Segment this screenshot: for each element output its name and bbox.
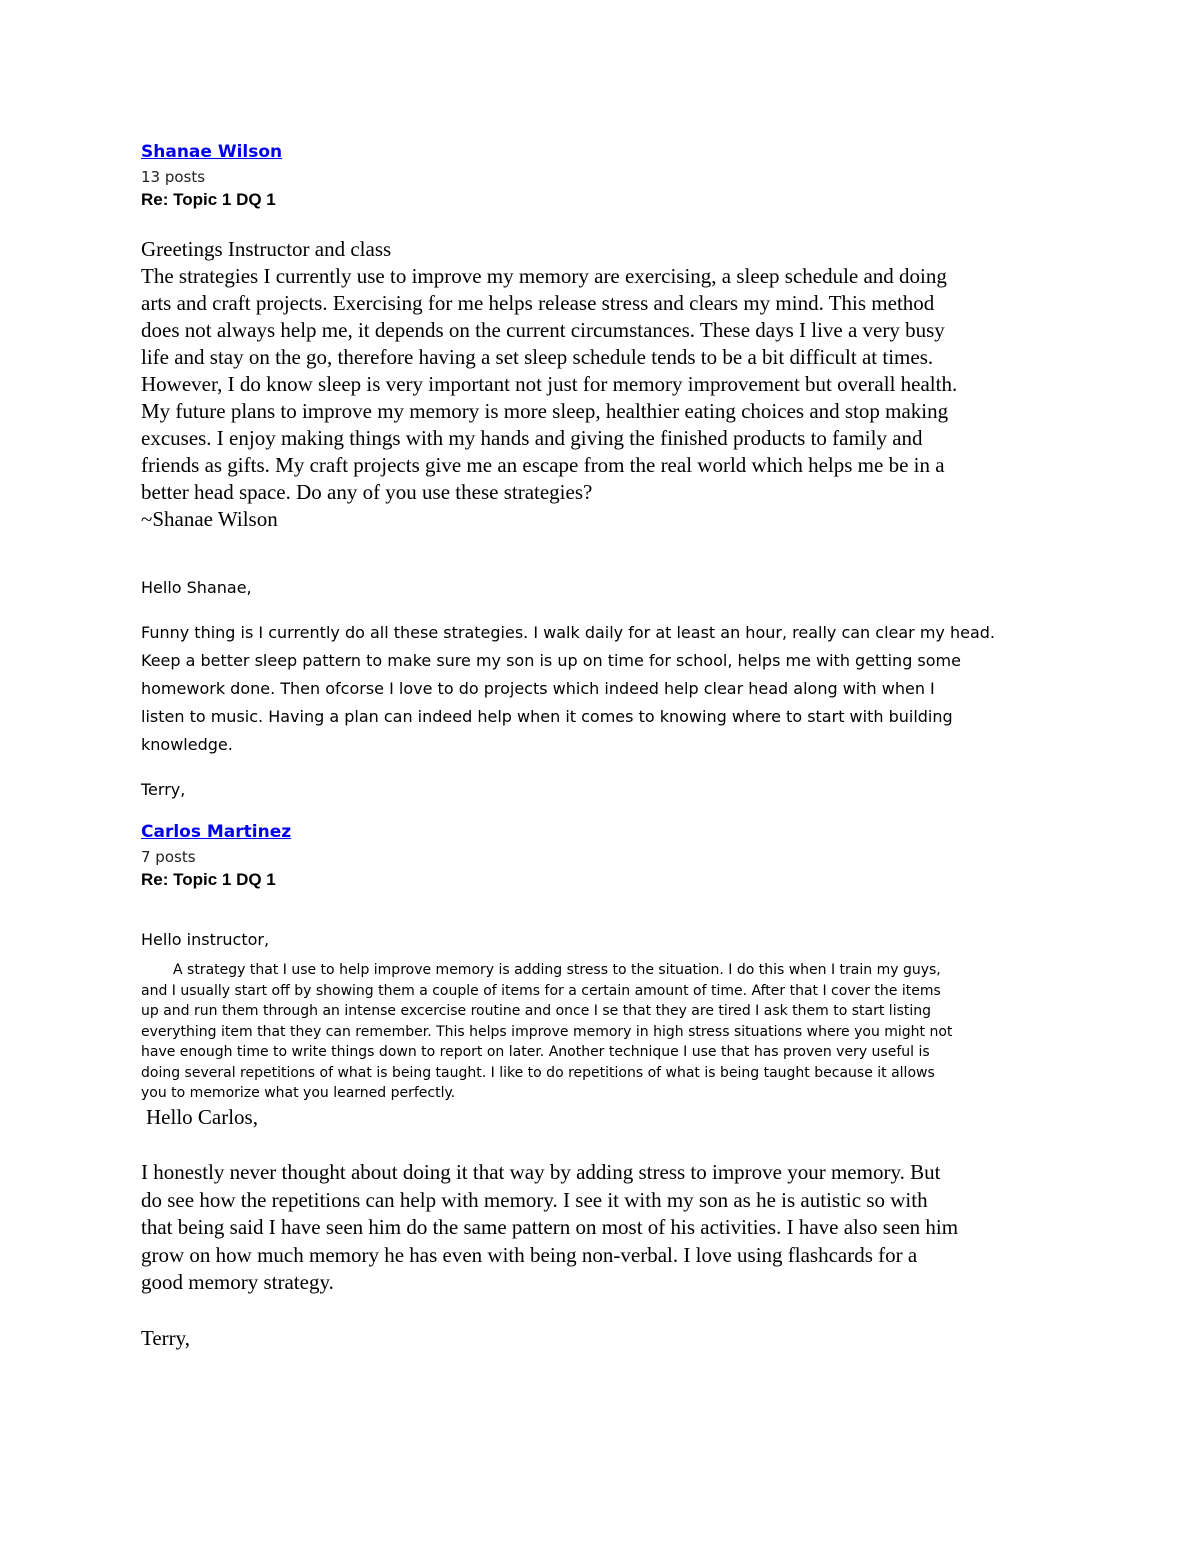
reply-body-line: Keep a better sleep pattern to make sure my son is up on time for school, helps me with getting some [141, 651, 961, 670]
post-count: 7 posts [141, 848, 196, 866]
post-greeting: Hello instructor, [141, 930, 270, 949]
post-body-line: A strategy that I use to help improve memory is adding stress to the situation. I do this when I train my guys, [173, 962, 941, 978]
reply-body-line: Funny thing is I currently do all these strategies. I walk daily for at least an hour, really can clear my head. [141, 623, 995, 642]
post-body-line: better head space. Do any of you use these strategies? [141, 480, 593, 504]
post-topic: Re: Topic 1 DQ 1 [141, 190, 276, 209]
post-body-line: doing several repetitions of what is being taught. I like to do repetitions of what is being taught because it allows [141, 1064, 935, 1081]
discussion-document [141, 138, 1071, 1352]
author-link-carlos-martinez[interactable]: Carlos Martinez [141, 822, 292, 842]
reply-body-line: listen to music. Having a plan can indeed help when it comes to knowing where to start with building [141, 707, 953, 726]
post-signature: ~Shanae Wilson [141, 507, 278, 531]
post-body-line: and I usually start off by showing them a couple of items for a certain amount of time. After that I cover the items [141, 982, 941, 999]
post-body-line: does not always help me, it depends on the current circumstances. These days I live a very busy [141, 318, 945, 342]
post-body-line: life and stay on the go, therefore having a set sleep schedule tends to be a bit difficult at times. [141, 345, 934, 369]
post-body-line: up and run them through an intense excercise routine and once I se that they are tired I ask them to start listing [141, 1003, 932, 1019]
reply-to-shanae [141, 574, 1071, 804]
post-body-line: However, I do know sleep is very important not just for memory improvement but overall health. [141, 372, 958, 396]
post-body-line: have enough time to write things down to report on later. Another technique I use that has proven very useful is [141, 1044, 930, 1060]
post-body-line: The strategies I currently use to improve my memory are exercising, a sleep schedule and doing [141, 264, 947, 288]
post-topic: Re: Topic 1 DQ 1 [141, 870, 276, 889]
post-count: 13 posts [141, 168, 206, 186]
post-body-line: friends as gifts. My craft projects give me an escape from the real world which helps me be in a [141, 453, 945, 477]
reply-signoff: Terry, [141, 780, 186, 799]
reply-body-line: homework done. Then ofcorse I love to do projects which indeed help clear head along with when I [141, 679, 935, 698]
reply-greeting: Hello Carlos, [146, 1104, 258, 1129]
author-link-shanae-wilson[interactable]: Shanae Wilson [141, 142, 283, 162]
post-body-line: My future plans to improve my memory is more sleep, healthier eating choices and stop making [141, 399, 949, 423]
reply-body-line: that being said I have seen him do the same pattern on most of his activities. I have also seen him [141, 1215, 959, 1239]
reply-signoff: Terry, [141, 1325, 191, 1350]
post-shanae [141, 138, 1071, 533]
post-greeting: Greetings Instructor and class [141, 237, 392, 261]
post-body-line: everything item that they can remember. This helps improve memory in high stress situations where you might not [141, 1023, 953, 1040]
reply-greeting: Hello Shanae, [141, 578, 252, 597]
reply-body-line: knowledge. [141, 735, 233, 754]
reply-body-line: good memory strategy. [141, 1270, 334, 1294]
reply-body-line: grow on how much memory he has even with being non-verbal. I love using flashcards for a [141, 1242, 918, 1267]
post-body-line: excuses. I enjoy making things with my hands and giving the finished products to family and [141, 426, 923, 450]
post-body-line: you to memorize what you learned perfectly. [141, 1085, 456, 1101]
post-body-line: arts and craft projects. Exercising for me helps release stress and clears my mind. This method [141, 291, 935, 315]
reply-body-line: I honestly never thought about doing it that way by adding stress to improve your memory. But [141, 1160, 941, 1184]
reply-to-carlos [141, 1104, 1071, 1353]
post-carlos [141, 818, 1071, 1104]
reply-body-line: do see how the repetitions can help with memory. I see it with my son as he is autistic so with [141, 1187, 928, 1212]
